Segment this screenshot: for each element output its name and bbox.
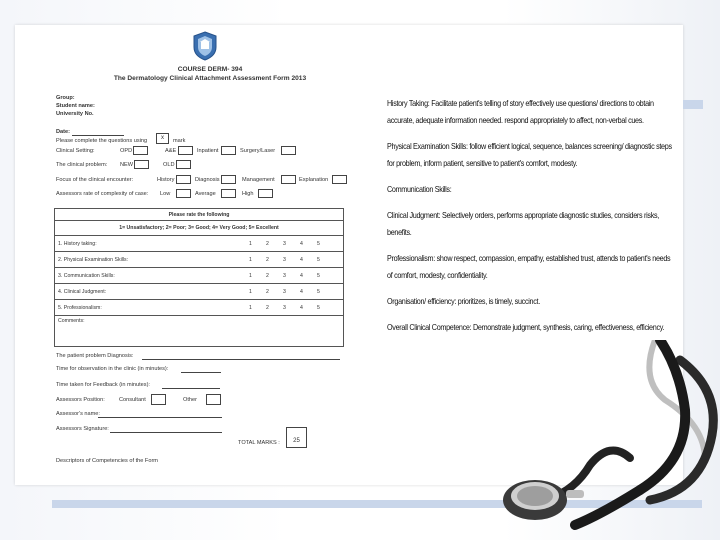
diagnosis-label: Diagnosis	[195, 177, 220, 183]
surgery-label: Surgery/Laser	[240, 148, 276, 154]
descriptor-professionalism: Professionalism: show respect, compassion, empathy, established trust, attends to patient's needs of comfort, modesty, confidentiality.	[387, 254, 671, 280]
explanation-checkbox[interactable]	[332, 175, 347, 184]
rating-table	[54, 208, 344, 347]
descriptor-overall: Overall Clinical Competence: Demonstrate judgment, synthesis, caring, effectiveness, efficiency.	[387, 323, 665, 332]
management-checkbox[interactable]	[281, 175, 296, 184]
mark-text: mark	[173, 138, 186, 144]
group-label: Group:	[56, 95, 75, 101]
old-checkbox[interactable]	[176, 160, 191, 169]
other-checkbox[interactable]	[206, 394, 221, 405]
consultant-label: Consultant	[119, 397, 146, 403]
time-feedback-label: Time taken for Feedback (in minutes):	[56, 382, 150, 388]
descriptor-history: History Taking: Facilitate patient's telling of story effectively use questions/ directions to obtain accurate, adequate information needed. respond appropriately to affect, non-verbal cues.	[387, 99, 654, 125]
complexity-label: Assessors rate of complexity of case:	[56, 191, 149, 197]
clinical-setting-label: Clinical Setting:	[56, 148, 95, 154]
rating-item-label: 4. Clinical Judgment:	[58, 288, 107, 295]
time-feedback-line[interactable]	[162, 388, 220, 389]
x-mark-box	[156, 133, 169, 144]
total-marks-label: TOTAL MARKS :	[238, 440, 280, 446]
form-title: The Dermatology Clinical Attachment Assessment Form 2013	[113, 75, 307, 82]
competency-descriptors	[387, 95, 677, 345]
assessor-position-label: Assessors Position:	[56, 397, 105, 403]
problem-diagnosis-line[interactable]	[142, 359, 340, 360]
rating-scale: 1= Unsatisfactory; 2= Poor; 3= Good; 4= Very Good; 5= Excellent	[55, 221, 344, 236]
time-observation-line[interactable]	[181, 372, 221, 373]
university-no-label: University No.	[56, 111, 94, 117]
score-options[interactable]: 1 2 3 4 5	[249, 304, 320, 311]
descriptor-communication: Communication Skills:	[387, 185, 452, 194]
comments-label: Comments:	[58, 318, 85, 324]
table-row	[55, 252, 344, 268]
descriptor-physical-exam: Physical Examination Skills: follow efficient logical, sequence, balances screening/ diagnostic steps for problem, inform patient, sensitive to patient's comfort, modesty.	[387, 142, 672, 168]
date-label: Date:	[56, 129, 70, 135]
table-row	[55, 236, 344, 252]
ae-label: A&E	[165, 148, 177, 154]
rating-item-label: 2. Physical Examination Skills:	[58, 256, 129, 263]
rating-item-label: 1. History taking:	[58, 240, 97, 247]
total-marks-box	[286, 427, 307, 448]
rating-item-label: 5. Professionalism:	[58, 304, 102, 311]
descriptors-heading: Descriptors of Competencies of the Form	[56, 458, 158, 464]
assessor-signature-label: Assessors Signature:	[56, 426, 109, 432]
assessor-name-line[interactable]	[98, 417, 222, 418]
table-row	[55, 300, 344, 316]
explanation-label: Explanation	[299, 177, 329, 183]
problem-diagnosis-label: The patient problem Diagnosis:	[56, 353, 134, 359]
score-options[interactable]: 1 2 3 4 5	[249, 288, 320, 295]
university-logo-icon	[192, 31, 218, 61]
opd-checkbox[interactable]	[133, 146, 148, 155]
high-label: High	[242, 191, 254, 197]
accent-strip	[683, 100, 703, 109]
date-line	[72, 135, 124, 136]
consultant-checkbox[interactable]	[151, 394, 166, 405]
opd-label: OPD	[120, 148, 133, 154]
low-checkbox[interactable]	[176, 189, 191, 198]
score-options[interactable]: 1 2 3 4 5	[249, 240, 320, 247]
rating-item-label: 3. Communication Skills:	[58, 272, 115, 279]
average-label: Average	[195, 191, 216, 197]
new-label: NEW	[120, 162, 134, 168]
stethoscope-icon	[480, 340, 720, 540]
x-mark-text: x	[161, 135, 164, 141]
high-checkbox[interactable]	[258, 189, 273, 198]
inpatient-checkbox[interactable]	[221, 146, 236, 155]
focus-label: Focus of the clinical encounter:	[56, 177, 134, 183]
new-checkbox[interactable]	[134, 160, 149, 169]
descriptor-clinical-judgment: Clinical Judgment: Selectively orders, performs appropriate diagnostic studies, considers risks, benefits.	[387, 211, 659, 237]
old-label: OLD	[163, 162, 175, 168]
average-checkbox[interactable]	[221, 189, 236, 198]
course-code: COURSE DERM- 394	[177, 66, 243, 73]
comments-cell[interactable]	[55, 316, 344, 347]
diagnosis-checkbox[interactable]	[221, 175, 236, 184]
rating-table-header: Please rate the following	[55, 209, 344, 221]
history-label: History	[157, 177, 175, 183]
descriptor-organisation: Organisation/ efficiency: prioritizes, is timely, succinct.	[387, 297, 540, 306]
low-label: Low	[160, 191, 171, 197]
time-observation-label: Time for observation in the clinic (in minutes):	[56, 366, 169, 372]
instruction-text: Please complete the questions using	[56, 138, 148, 144]
management-label: Management	[242, 177, 275, 183]
table-row	[55, 284, 344, 300]
assessor-signature-line[interactable]	[110, 432, 222, 433]
ae-checkbox[interactable]	[178, 146, 193, 155]
table-row	[55, 268, 344, 284]
surgery-checkbox[interactable]	[281, 146, 296, 155]
total-marks-value: 25	[293, 438, 300, 444]
student-name-label: Student name:	[56, 103, 95, 109]
score-options[interactable]: 1 2 3 4 5	[249, 256, 320, 263]
inpatient-label: Inpatient	[197, 148, 219, 154]
other-label: Other	[183, 397, 197, 403]
history-checkbox[interactable]	[176, 175, 191, 184]
score-options[interactable]: 1 2 3 4 5	[249, 272, 320, 279]
assessment-form	[50, 25, 370, 480]
assessor-name-label: Assessor's name:	[56, 411, 100, 417]
clinical-problem-label: The clinical problem:	[56, 162, 108, 168]
